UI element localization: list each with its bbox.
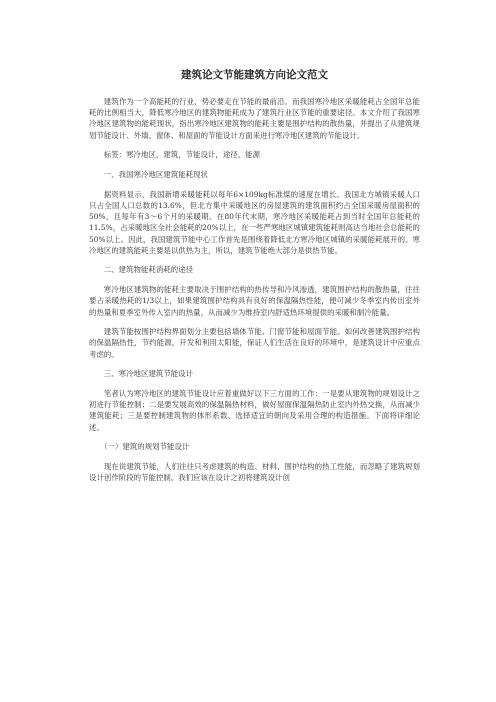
document-title: 建筑论文节能建筑方向论文范文 [181,69,328,81]
keywords-line: 标签：寒冷地区，建筑，节能设计，途径，能源 [103,150,261,160]
body-paragraph: 现在说建筑节能，人们往往只考虑建筑的构造、材料、围护结构的热工性能，而忽略了建筑规划设计创作阶段的节能控制。我们应该在设计之初将建筑设计创 [89,462,420,483]
subsection-heading-1: （一）建筑的规划节能设计 [100,442,190,452]
body-paragraph: 寒冷地区建筑物的能耗主要取决于围护结构的热传导和冷风渗透，建筑围护结构的散热量，往往要占采暖热耗的1/3以上，如果建筑围护结构具有良好的保温隔热性能，便可减少冬季室内传出室外的热量和夏季室外传入室内的热量，从而减少为维持室内舒适热环境提供的采暖和制冷能量。 [89,285,420,317]
body-paragraph: 建筑节能按围护结构界面划分主要包括墙体节能、门窗节能和屋面节能。如何改善建筑围护结构的保温隔热性，节约能源，开发和利用太阳能，保证人们生活在良好的环境中，是建筑设计中应重点考虑的。 [89,327,420,359]
abstract-paragraph: 建筑作为一个高能耗的行业，势必要走在节能的最前沿。而我国寒冷地区采暖能耗占全国年总能耗的比例相当大，降低寒冷地区的建筑物能耗成为了建筑行业区节能的重要途径。本文介绍了我国寒冷地区建筑物的能耗现状，指出寒冷地区建筑物的能耗主要是围护结构的散热量，并提出了从建筑规划节能设计、外墙、窗体、和屋面的节能设计方面来进行寒冷地区建筑的节能设计。 [89,97,420,140]
body-paragraph: 据资料显示，我国新增采暖能耗以每年6×109kg标准煤的速度在增长。我国北方城镇采暖人口只占全国人口总数的13.6%，但北方集中采暖地区的房屋建筑的建筑面积约占全国采暖房屋面积的50%，且每年有3～6个月的采暖期。在80年代末期，寒冷地区采暖能耗占到当时全国年总能耗的11.5%，占采暖地区全社会能耗的20%以上，在一些严寒地区城镇建筑能耗则高达当地社会总能耗的50%以上。因此，我国建筑节能中心工作首先是围绕着降低北方寒冷地区城镇的采暖能耗展开的。寒冷地区的建筑能耗主要是以供热为主，所以，建筑节能绝大部分是供热节能。 [89,189,420,255]
section-heading-3: 三、寒冷地区建筑节能设计 [103,369,194,379]
body-paragraph: 笔者认为寒冷地区的建筑节能设计应着重做好以下三方面的工作：一是要从建筑物的规划设计之初进行节能控制；二是要发展高效的保温隔热材料，做好屋面保温隔热防止室内外热交换，从而减少建筑能耗；三是要控制建筑物的体形系数、选择适宜的朝向及采用合理的构造措施。下面将详细论述。 [89,389,420,432]
section-heading-2: 二、建筑物能耗消耗的途径 [103,265,194,275]
section-heading-1: 一、我国寒冷地区建筑能耗现状 [103,170,208,180]
document-body [89,68,420,492]
